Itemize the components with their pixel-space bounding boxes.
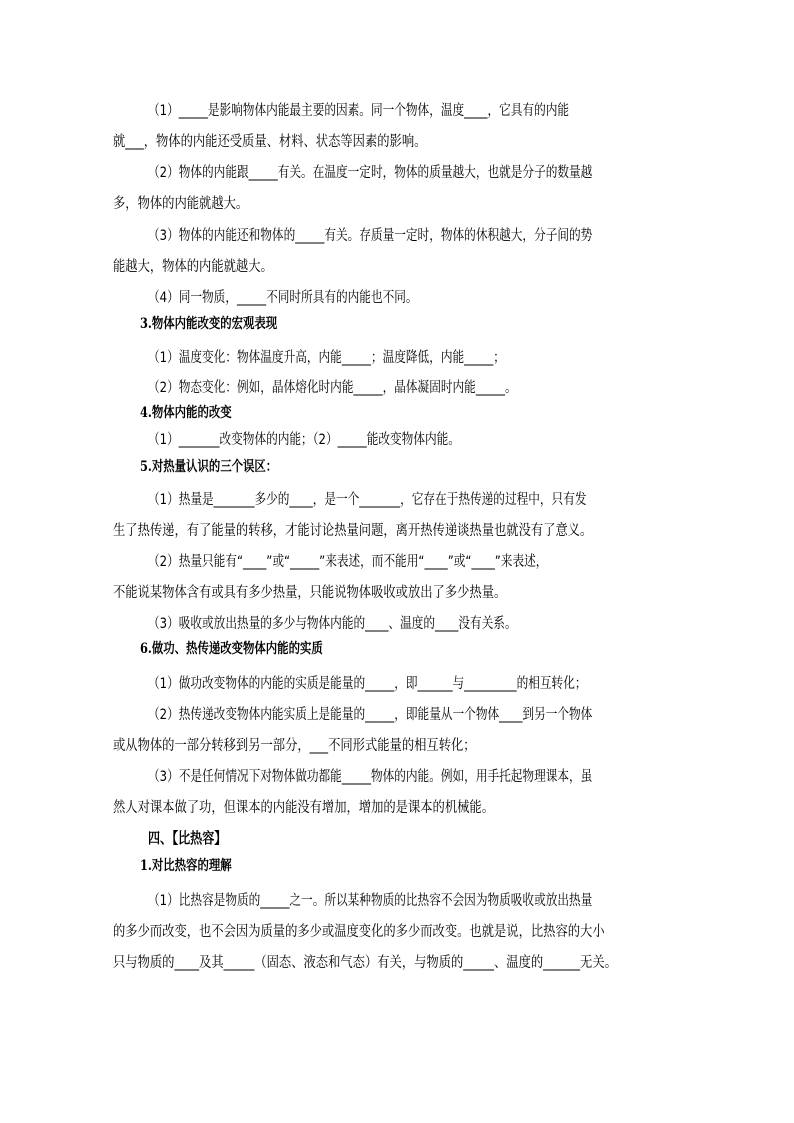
- text-line: 就___，物体的内能还受质量、材料、状态等因素的影响。: [113, 134, 427, 150]
- text-line: 不能说某物体含有或具有多少热量，只能说物体吸收或放出了多少热量。: [113, 585, 507, 601]
- text-line: 的多少而改变，也不会因为质量的多少或温度变化的多少而改变。也就是说，比热容的大小: [113, 924, 605, 940]
- text-line: （1）温度变化：物体温度升高，内能_____；温度降低，内能_____；: [148, 350, 505, 366]
- text-line: （4）同一物质，_____不同时所具有的内能也不同。: [148, 290, 418, 306]
- text-line: （3）吸收或放出热量的多少与物体内能的____、温度的____没有关系。: [148, 616, 517, 632]
- section-heading: 4.物体内能的改变: [140, 405, 232, 421]
- section-heading: 3.物体内能改变的宏观表现: [140, 316, 278, 332]
- text-line: （1）_____是影响物体内能最主要的因素。同一个物体，温度____，它具有的内能: [148, 103, 570, 119]
- text-line: （1）比热容是物质的_____之一。所以某种物质的比热容不会因为物质吸收或放出热量: [148, 893, 593, 909]
- section-heading: 1.对比热容的理解: [140, 858, 232, 874]
- text-line: 能越大，物体的内能就越大。: [113, 259, 273, 275]
- text-line: 生了热传递，有了能量的转移，才能讨论热量问题，离开热传递谈热量也就没有了意义。: [113, 523, 593, 539]
- text-line: （1）做功改变物体的内能的实质是能量的_____，即______与_________的相互转化；: [148, 676, 587, 692]
- text-line: （2）热量只能有“____”或“_____”来表述，而不能用“____”或“____”来表述，: [148, 554, 548, 570]
- text-line: （2）物态变化：例如，晶体熔化时内能_____，晶体凝固时内能_____。: [148, 380, 517, 396]
- text-line: 只与物质的____及其_____（固态、液态和气态）有关，与物质的_____、温度的______无关。: [113, 955, 617, 971]
- section-heading: 6.做功、热传递改变物体内能的实质: [140, 641, 323, 657]
- section-heading: 5.对热量认识的三个误区：: [140, 459, 278, 475]
- text-line: 然人对课本做了功，但课本的内能没有增加，增加的是课本的机械能。: [113, 800, 494, 816]
- text-line: （1）热量是_______多少的____，是一个_______，它存在于热传递的过程中，只有发: [148, 492, 587, 508]
- text-line: （2）热传递改变物体内能实质上是能量的_____，即能量从一个物体____到另一个物体: [148, 707, 593, 723]
- text-line: （3）物体的内能还和物体的_____有关。存质量一定时，物体的休积越大，分子间的势: [148, 228, 593, 244]
- text-line: （2）物体的内能跟_____有关。在温度一定时，物体的质量越大，也就是分子的数量越: [148, 165, 593, 181]
- chapter-heading: 四、【比热容】: [148, 829, 227, 847]
- text-line: 多，物体的内能就越大。: [113, 196, 249, 212]
- text-line: （1）_______改变物体的内能；（2）_____能改变物体内能。: [148, 432, 460, 448]
- text-line: 或从物体的一部分转移到另一部分，___不同形式能量的相互转化；: [113, 738, 476, 754]
- text-line: （3）不是任何情况下对物体做功都能_____物体的内能。例如，用手托起物理课本，虽: [148, 769, 593, 785]
